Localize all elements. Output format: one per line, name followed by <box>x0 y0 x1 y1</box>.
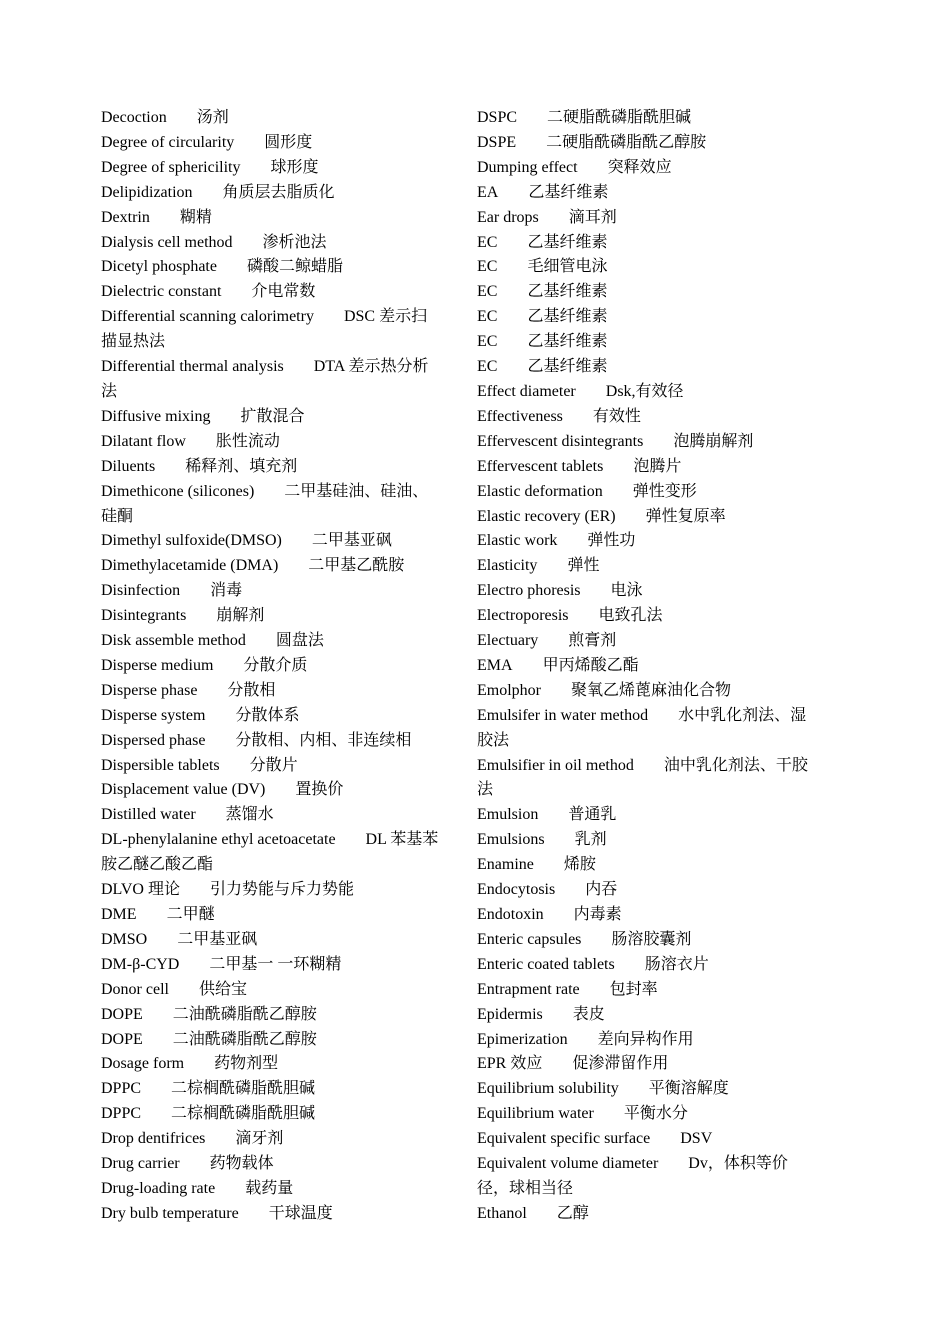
glossary-entry <box>477 280 817 305</box>
glossary-entry <box>477 305 817 330</box>
glossary-term: Disk assemble method <box>101 632 246 650</box>
glossary-translation: 引力势能与斥力势能 <box>209 881 354 899</box>
glossary-translation: 内毒素 <box>573 906 622 923</box>
glossary-entry <box>477 355 817 380</box>
glossary-entry <box>477 679 817 704</box>
glossary-translation: 滴牙剂 <box>235 1130 284 1148</box>
glossary-translation: 肠溶胶囊剂 <box>611 930 692 948</box>
glossary-translation: 分散相、内相、非连续相 <box>235 731 412 749</box>
glossary-entry <box>477 803 817 828</box>
glossary-entry <box>101 554 439 579</box>
glossary-translation: 弹性变形 <box>632 482 697 500</box>
glossary-entry <box>101 1202 439 1227</box>
glossary-translation: 毛细管电泳 <box>527 258 608 276</box>
glossary-translation: 包封率 <box>609 980 658 998</box>
glossary-entry <box>101 280 439 305</box>
glossary-translation: 载药量 <box>245 1179 294 1197</box>
glossary-term: Ethanol <box>477 1204 527 1222</box>
glossary-entry <box>101 978 439 1003</box>
glossary-translation: 二棕榈酰磷脂酰胆碱 <box>171 1080 316 1098</box>
glossary-entry <box>101 1028 439 1053</box>
glossary-translation: 普通乳 <box>568 806 617 824</box>
glossary-entry <box>477 928 817 953</box>
glossary-entry <box>101 131 439 156</box>
glossary-entry <box>101 1152 439 1177</box>
glossary-translation: 药物载体 <box>209 1155 274 1173</box>
glossary-entry <box>477 106 817 131</box>
glossary-term: Effectiveness <box>477 407 563 425</box>
glossary-term: DME <box>101 906 137 923</box>
glossary-entry <box>477 255 817 280</box>
glossary-term: DM-β-CYD <box>101 955 180 973</box>
glossary-term: DMSO <box>101 930 148 948</box>
glossary-entry <box>101 480 439 530</box>
glossary-entry <box>477 953 817 978</box>
glossary-entry <box>101 1102 439 1127</box>
glossary-term: Effervescent tablets <box>477 457 604 475</box>
glossary-translation: 圆形度 <box>264 133 313 151</box>
glossary-translation: 平衡水分 <box>623 1105 688 1123</box>
glossary-term: Electroporesis <box>477 607 569 625</box>
glossary-entry <box>101 629 439 654</box>
glossary-entry <box>101 1177 439 1202</box>
glossary-entry <box>101 803 439 828</box>
glossary-term: Emolphor <box>477 681 541 699</box>
glossary-term: Elasticity <box>477 557 538 575</box>
glossary-term: DLVO 理论 <box>101 881 180 899</box>
glossary-translation: 乙基纤维素 <box>527 358 608 376</box>
glossary-entry <box>477 1052 817 1077</box>
glossary-entry <box>477 1102 817 1127</box>
glossary-term: Epimerization <box>477 1030 568 1048</box>
glossary-entry <box>477 206 817 231</box>
glossary-translation: 乙基纤维素 <box>527 333 608 351</box>
glossary-term: EC <box>477 258 498 276</box>
glossary-entry <box>101 455 439 480</box>
glossary-translation: 糊精 <box>179 208 212 226</box>
glossary-term: Effervescent disintegrants <box>477 432 644 450</box>
glossary-translation: 煎膏剂 <box>568 632 617 650</box>
glossary-term: Equilibrium water <box>477 1105 594 1123</box>
glossary-term: Epidermis <box>477 1005 543 1023</box>
glossary-term: Elastic work <box>477 532 558 550</box>
glossary-term: Disintegrants <box>101 607 187 625</box>
glossary-translation: 甲丙烯酸乙酯 <box>542 656 639 674</box>
glossary-translation: 二甲醚 <box>166 906 215 923</box>
glossary-translation: 二棕榈酰磷脂酰胆碱 <box>171 1105 316 1123</box>
glossary-entry <box>101 430 439 455</box>
glossary-term: Distilled water <box>101 806 196 824</box>
glossary-translation: 乙基纤维素 <box>527 283 608 301</box>
glossary-term: Donor cell <box>101 980 169 998</box>
glossary-translation: 二油酰磷脂酰乙醇胺 <box>172 1005 317 1023</box>
glossary-translation: 二硬脂酰磷脂酰胆碱 <box>547 109 692 126</box>
glossary-translation: 聚氧乙烯蓖麻油化合物 <box>571 681 732 699</box>
glossary-translation: 乳剂 <box>574 831 607 849</box>
glossary-term: Dimethyl sulfoxide(DMSO) <box>101 532 282 550</box>
glossary-entry <box>477 704 817 754</box>
glossary-entry <box>477 405 817 430</box>
glossary-translation: 药物剂型 <box>214 1055 279 1073</box>
glossary-translation: 二甲基乙酰胺 <box>308 557 405 575</box>
glossary-term: Emulsion <box>477 806 539 824</box>
glossary-entry <box>101 355 439 405</box>
glossary-term: Degree of circularity <box>101 133 235 151</box>
glossary-entry <box>101 106 439 131</box>
glossary-term: Equivalent volume diameter <box>477 1155 659 1173</box>
glossary-entry <box>101 778 439 803</box>
glossary-translation: 二甲基亚砜 <box>311 532 392 550</box>
glossary-translation: 胀性流动 <box>215 432 280 450</box>
glossary-translation: 二甲基一 一环糊精 <box>209 955 342 973</box>
glossary-translation: 弹性复原率 <box>645 507 726 525</box>
glossary-translation: 角质层去脂质化 <box>222 183 335 201</box>
glossary-translation: 置换价 <box>295 781 344 799</box>
glossary-entry <box>477 554 817 579</box>
glossary-entry <box>101 729 439 754</box>
glossary-entry <box>477 505 817 530</box>
glossary-translation: 分散介质 <box>243 656 308 674</box>
glossary-translation: 有效性 <box>592 407 641 425</box>
glossary-entry <box>477 131 817 156</box>
glossary-translation: 二甲基亚砜 <box>177 930 258 948</box>
glossary-term: EC <box>477 308 498 326</box>
glossary-term: Drug carrier <box>101 1155 180 1173</box>
glossary-entry <box>477 754 817 804</box>
glossary-translation: 弹性 <box>567 557 600 575</box>
glossary-translation: 二甲基硅油、硅油、硅酮 <box>101 482 429 525</box>
glossary-translation: 蒸馏水 <box>225 806 274 824</box>
glossary-term: EC <box>477 283 498 301</box>
glossary-term: EC <box>477 233 498 251</box>
glossary-column-right <box>477 106 817 1227</box>
glossary-term: Dry bulb temperature <box>101 1204 239 1222</box>
glossary-entry <box>101 206 439 231</box>
glossary-term: Effect diameter <box>477 382 576 400</box>
glossary-entry <box>477 380 817 405</box>
glossary-column-left <box>101 106 439 1227</box>
glossary-translation: DSC 差示扫描显热法 <box>101 308 428 351</box>
glossary-term: EPR 效应 <box>477 1055 543 1073</box>
glossary-term: Ear drops <box>477 208 539 226</box>
glossary-translation: 汤剂 <box>196 109 229 126</box>
glossary-translation: 消毒 <box>210 582 243 600</box>
glossary-term: Delipidization <box>101 183 193 201</box>
glossary-translation: 电致孔法 <box>598 607 663 625</box>
glossary-term: Dialysis cell method <box>101 233 233 251</box>
glossary-term: Disperse medium <box>101 656 214 674</box>
glossary-entry <box>101 828 439 878</box>
glossary-translation: 水中乳化剂法、湿胶法 <box>477 706 807 749</box>
glossary-term: Differential thermal analysis <box>101 358 284 376</box>
glossary-translation: 扩散混合 <box>240 407 305 425</box>
glossary-translation: 肠溶衣片 <box>644 955 709 973</box>
glossary-translation: Dsk,有效径 <box>605 382 684 400</box>
glossary-term: Differential scanning calorimetry <box>101 308 314 326</box>
glossary-translation: 泡腾片 <box>633 457 682 475</box>
glossary-entry <box>101 181 439 206</box>
glossary-translation: 分散相 <box>227 681 276 699</box>
glossary-entry <box>477 978 817 1003</box>
glossary-term: Emulsifier in oil method <box>477 756 634 774</box>
glossary-entry <box>477 853 817 878</box>
glossary-entry <box>477 529 817 554</box>
glossary-translation: 供给宝 <box>198 980 247 998</box>
glossary-entry <box>477 1127 817 1152</box>
glossary-term: Dispersed phase <box>101 731 206 749</box>
glossary-entry <box>477 1152 817 1202</box>
glossary-entry <box>101 754 439 779</box>
glossary-term: Equivalent specific surface <box>477 1130 651 1148</box>
glossary-translation: DTA 差示热分析法 <box>101 358 429 400</box>
glossary-term: Elastic recovery (ER) <box>477 507 616 525</box>
glossary-term: Dispersible tablets <box>101 756 220 774</box>
glossary-translation: 滴耳剂 <box>568 208 617 226</box>
glossary-term: Dextrin <box>101 208 150 226</box>
glossary-entry <box>477 828 817 853</box>
glossary-term: Disperse phase <box>101 681 198 699</box>
glossary-translation: 促渗滞留作用 <box>572 1055 669 1073</box>
glossary-entry <box>101 928 439 953</box>
glossary-entry <box>101 1077 439 1102</box>
glossary-entry <box>101 1052 439 1077</box>
glossary-entry <box>101 305 439 355</box>
glossary-entry <box>101 255 439 280</box>
glossary-entry <box>101 405 439 430</box>
glossary-translation: 乙基纤维素 <box>527 308 608 326</box>
glossary-entry <box>477 480 817 505</box>
glossary-term: Displacement value (DV) <box>101 781 266 799</box>
glossary-translation: 平衡溶解度 <box>648 1080 729 1098</box>
glossary-entry <box>477 455 817 480</box>
glossary-term: Emulsifer in water method <box>477 706 649 724</box>
glossary-translation: 崩解剂 <box>216 607 265 625</box>
glossary-term: EC <box>477 333 498 351</box>
glossary-term: Equilibrium solubility <box>477 1080 619 1098</box>
glossary-term: DPPC <box>101 1105 142 1123</box>
glossary-entry <box>477 156 817 181</box>
glossary-term: Endotoxin <box>477 906 544 923</box>
glossary-translation: 干球温度 <box>268 1204 333 1222</box>
glossary-translation: 渗析池法 <box>262 233 327 251</box>
glossary-entry <box>477 878 817 903</box>
glossary-term: DOPE <box>101 1005 143 1023</box>
glossary-term: Decoction <box>101 109 167 126</box>
glossary-term: Electuary <box>477 632 539 650</box>
glossary-translation: 电泳 <box>610 582 643 600</box>
glossary-entry <box>477 330 817 355</box>
glossary-entry <box>477 629 817 654</box>
glossary-translation: 内吞 <box>585 881 618 899</box>
glossary-term: Dilatant flow <box>101 432 186 450</box>
glossary-translation: 差向异构作用 <box>597 1030 694 1048</box>
glossary-translation: 磷酸二鲸蜡脂 <box>246 258 343 276</box>
glossary-term: Drug-loading rate <box>101 1179 216 1197</box>
glossary-term: Disinfection <box>101 582 181 600</box>
glossary-entry <box>477 654 817 679</box>
glossary-translation: 二硬脂酰磷脂酰乙醇胺 <box>546 133 707 151</box>
glossary-term: Dimethicone (silicones) <box>101 482 255 500</box>
glossary-entry <box>477 181 817 206</box>
glossary-entry <box>101 1127 439 1152</box>
glossary-translation: 乙醇 <box>556 1204 589 1222</box>
glossary-translation: 油中乳化剂法、干胶法 <box>477 756 808 799</box>
glossary-entry <box>101 878 439 903</box>
glossary-translation: 表皮 <box>572 1005 605 1023</box>
glossary-term: Enteric capsules <box>477 930 582 948</box>
glossary-term: Dimethylacetamide (DMA) <box>101 557 279 575</box>
glossary-term: Dumping effect <box>477 158 578 176</box>
glossary-term: DOPE <box>101 1030 143 1048</box>
glossary-entry <box>477 903 817 928</box>
glossary-term: Degree of sphericility <box>101 158 241 176</box>
glossary-translation: 介电常数 <box>251 283 316 301</box>
glossary-entry <box>101 579 439 604</box>
glossary-entry <box>101 156 439 181</box>
glossary-entry <box>101 903 439 928</box>
glossary-entry <box>101 704 439 729</box>
glossary-translation: 二油酰磷脂酰乙醇胺 <box>172 1030 317 1048</box>
glossary-term: DSPE <box>477 133 517 151</box>
glossary-translation: 稀释剂、填充剂 <box>185 457 298 475</box>
glossary-entry <box>477 1003 817 1028</box>
glossary-translation: DSV <box>680 1130 713 1148</box>
glossary-term: DPPC <box>101 1080 142 1098</box>
glossary-translation: 烯胺 <box>563 856 596 874</box>
glossary-entry <box>477 430 817 455</box>
glossary-term: Endocytosis <box>477 881 556 899</box>
glossary-term: DSPC <box>477 109 518 126</box>
glossary-entry <box>101 604 439 629</box>
glossary-term: Dicetyl phosphate <box>101 258 217 276</box>
glossary-term: Drop dentifrices <box>101 1130 206 1148</box>
glossary-translation: 弹性功 <box>587 532 636 550</box>
glossary-term: Diffusive mixing <box>101 407 211 425</box>
glossary-translation: 乙基纤维素 <box>527 233 608 251</box>
glossary-term: Enteric coated tablets <box>477 955 615 973</box>
glossary-translation: 突释效应 <box>607 158 672 176</box>
glossary-entry <box>101 231 439 256</box>
glossary-term: Elastic deformation <box>477 482 603 500</box>
glossary-translation: 泡腾崩解剂 <box>673 432 754 450</box>
glossary-translation: 球形度 <box>270 158 319 176</box>
glossary-term: Disperse system <box>101 706 206 724</box>
glossary-entry <box>477 579 817 604</box>
glossary-term: Enamine <box>477 856 534 874</box>
glossary-translation: 分散片 <box>249 756 298 774</box>
glossary-translation: DL 苯基苯胺乙醚乙酸乙酯 <box>101 831 439 874</box>
glossary-term: Dielectric constant <box>101 283 222 301</box>
glossary-term: EA <box>477 183 499 201</box>
glossary-term: Diluents <box>101 457 156 475</box>
glossary-entry <box>477 231 817 256</box>
glossary-entry <box>101 679 439 704</box>
glossary-term: DL-phenylalanine ethyl acetoacetate <box>101 831 336 849</box>
glossary-entry <box>101 654 439 679</box>
glossary-entry <box>477 1202 817 1227</box>
glossary-term: EC <box>477 358 498 376</box>
glossary-translation: Dv，体积等价径，球相当径 <box>477 1155 788 1197</box>
glossary-translation: 分散体系 <box>235 706 300 724</box>
glossary-entry <box>477 604 817 629</box>
glossary-term: Emulsions <box>477 831 545 849</box>
glossary-term: Entrapment rate <box>477 980 580 998</box>
glossary-entry <box>477 1077 817 1102</box>
glossary-entry <box>477 1028 817 1053</box>
glossary-term: Dosage form <box>101 1055 185 1073</box>
glossary-translation: 圆盘法 <box>275 632 324 650</box>
glossary-term: EMA <box>477 656 513 674</box>
glossary-translation: 乙基纤维素 <box>528 183 609 201</box>
glossary-term: Electro phoresis <box>477 582 581 600</box>
glossary-entry <box>101 529 439 554</box>
glossary-entry <box>101 953 439 978</box>
glossary-entry <box>101 1003 439 1028</box>
